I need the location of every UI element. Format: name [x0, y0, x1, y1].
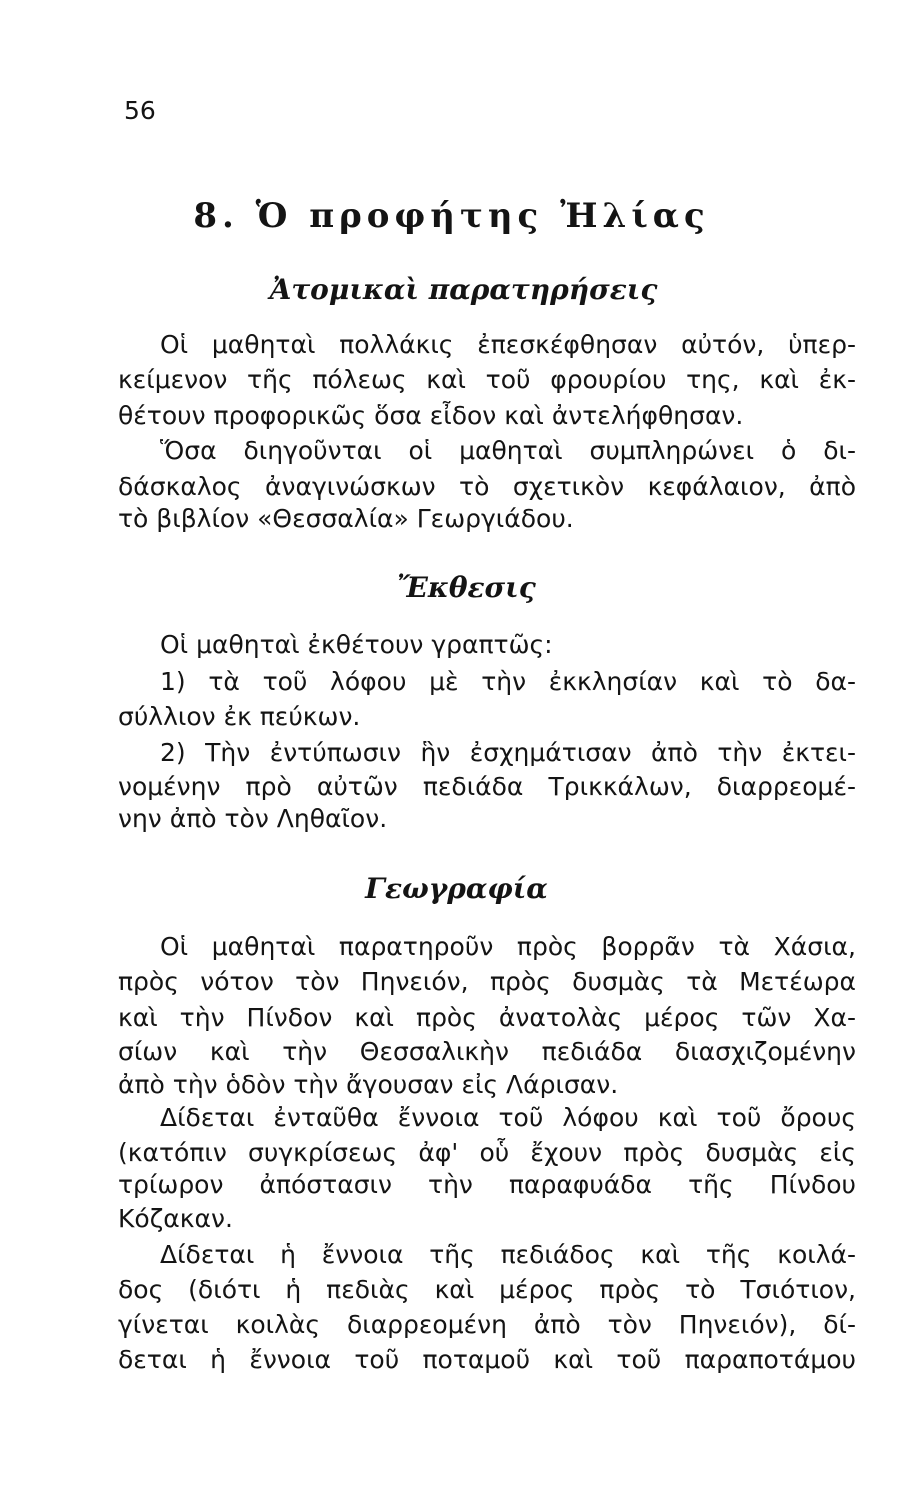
- paragraph-line: Οἱ μαθηταὶ παρατηροῦν πρὸς βορρᾶν τὰ Χάσια,: [160, 932, 856, 961]
- paragraph-line: τὸ βιβλίον «Θεσσαλία» Γεωργιάδου.: [118, 504, 574, 533]
- paragraph-line: γίνεται κοιλὰς διαρρεομένη ἀπὸ τὸν Πηνειόν), δί-: [118, 1310, 856, 1339]
- section-heading-geography: Γεωγραφία: [365, 872, 548, 905]
- paragraph-line: (κατόπιν συγκρίσεως ἀφ' οὗ ἔχουν πρὸς δυσμὰς εἰς: [118, 1138, 856, 1167]
- paragraph-line: σύλλιον ἐκ πεύκων.: [118, 702, 361, 731]
- paragraph-line: 1) τὰ τοῦ λόφου μὲ τὴν ἐκκλησίαν καὶ τὸ δα-: [160, 667, 856, 696]
- paragraph-line: δάσκαλος ἀναγινώσκων τὸ σχετικὸν κεφάλαιον, ἀπὸ: [118, 472, 856, 501]
- paragraph-line: πρὸς νότον τὸν Πηνειόν, πρὸς δυσμὰς τὰ Μετέωρα: [118, 967, 856, 996]
- paragraph-line: σίων καὶ τὴν Θεσσαλικὴν πεδιάδα διασχιζομένην: [118, 1037, 856, 1066]
- paragraph-line: Κόζακαν.: [118, 1204, 233, 1233]
- paragraph-line: Δίδεται ἡ ἔννοια τῆς πεδιάδος καὶ τῆς κοιλά-: [160, 1240, 856, 1269]
- paragraph-line: Ὅσα διηγοῦνται οἱ μαθηταὶ συμπληρώνει ὁ δι-: [160, 436, 856, 465]
- paragraph-line: δεται ἡ ἔννοια τοῦ ποταμοῦ καὶ τοῦ παραποτάμου: [118, 1345, 856, 1374]
- paragraph-line: 2) Τὴν ἐντύπωσιν ἣν ἐσχημάτισαν ἀπὸ τὴν ἐκτει-: [160, 738, 856, 767]
- paragraph-line: θέτουν προφορικῶς ὅσα εἶδον καὶ ἀντελήφθησαν.: [118, 401, 744, 430]
- paragraph-line: κείμενον τῆς πόλεως καὶ τοῦ φρουρίου της, καὶ ἐκ-: [118, 365, 856, 394]
- section-heading-personal-observations: Ἀτομικαὶ παρατηρήσεις: [269, 273, 658, 306]
- paragraph-line: Δίδεται ἐνταῦθα ἔννοια τοῦ λόφου καὶ τοῦ ὄρους: [160, 1103, 856, 1132]
- paragraph-line: καὶ τὴν Πίνδον καὶ πρὸς ἀνατολὰς μέρος τῶν Χα-: [118, 1003, 856, 1032]
- section-heading-essay: Ἔκθεσις: [397, 571, 536, 604]
- paragraph-line: δος (διότι ἡ πεδιὰς καὶ μέρος πρὸς τὸ Τσιότιον,: [118, 1275, 856, 1304]
- paragraph-line: νομένην πρὸ αὐτῶν πεδιάδα Τρικκάλων, διαρρεομέ-: [118, 772, 856, 801]
- paragraph-line: ἀπὸ τὴν ὁδὸν τὴν ἄγουσαν εἰς Λάρισαν.: [118, 1070, 619, 1099]
- paragraph-line: Οἱ μαθηταὶ ἐκθέτουν γραπτῶς:: [160, 630, 553, 659]
- paragraph-line: τρίωρον ἀπόστασιν τὴν παραφυάδα τῆς Πίνδου: [118, 1170, 856, 1199]
- paragraph-line: νην ἀπὸ τὸν Ληθαῖον.: [118, 804, 388, 833]
- chapter-title: 8. Ὁ προφήτης Ἠλίας: [193, 196, 710, 236]
- paragraph-line: Οἱ μαθηταὶ πολλάκις ἐπεσκέφθησαν αὐτόν, ὑπερ-: [160, 330, 856, 359]
- page-number: 56: [124, 96, 156, 125]
